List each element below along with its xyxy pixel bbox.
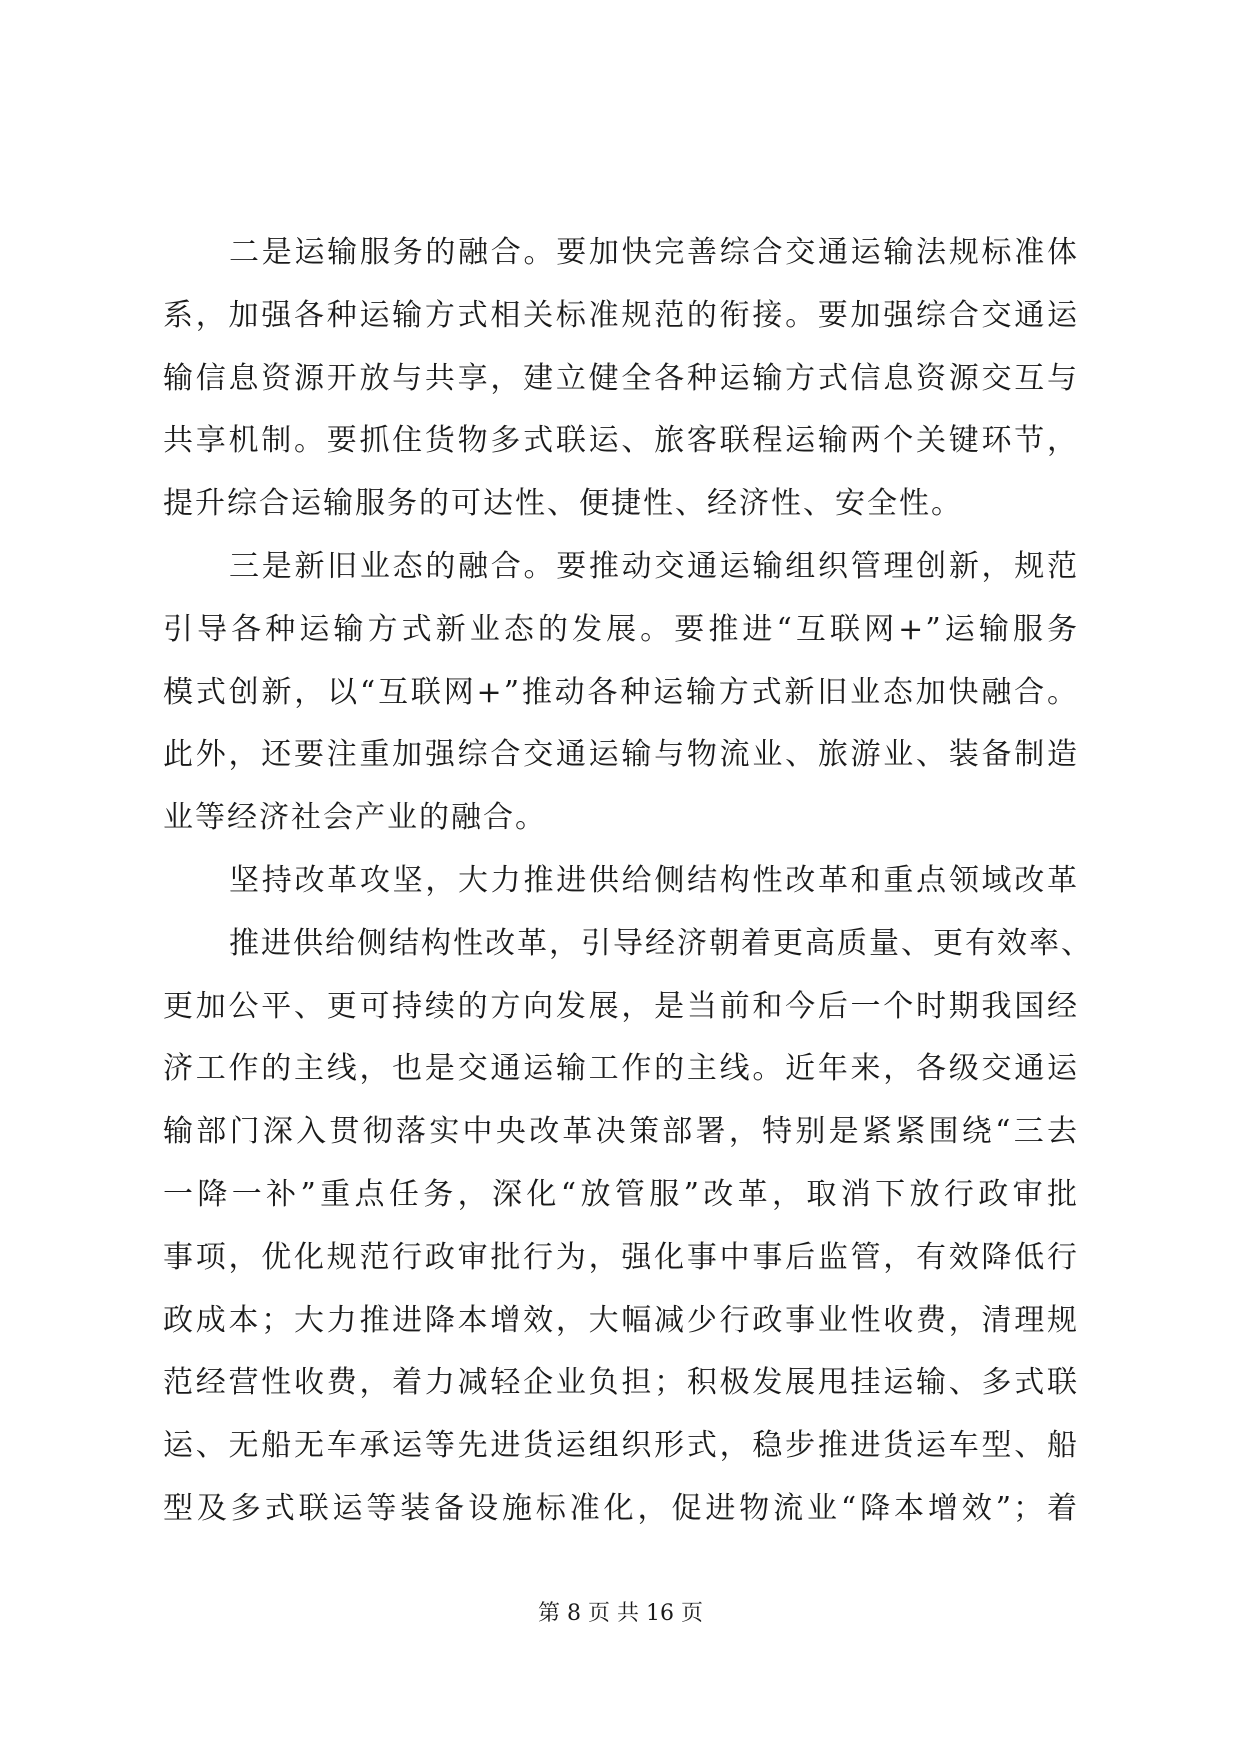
text-line: 一降一补”重点任务，深化“放管服”改革，取消下放行政审批 xyxy=(163,1176,1079,1212)
text-line: 事项，优化规范行政审批行为，强化事中事后监管，有效降低行 xyxy=(163,1239,1079,1275)
body-text xyxy=(163,222,1093,1541)
text-line: 政成本；大力推进降本增效，大幅减少行政事业性收费，清理规 xyxy=(163,1302,1079,1338)
text-line: 此外，还要注重加强综合交通运输与物流业、旅游业、装备制造 xyxy=(163,737,1079,773)
text-line: 模式创新，以“互联网+”推动各种运输方式新旧业态加快融合。 xyxy=(163,674,1079,710)
text-line: 引导各种运输方式新业态的发展。要推进“互联网+”运输服务 xyxy=(163,611,1079,647)
text-line: 济工作的主线，也是交通运输工作的主线。近年来，各级交通运 xyxy=(163,1051,1079,1087)
text-line: 系，加强各种运输方式相关标准规范的衔接。要加强综合交通运 xyxy=(163,297,1079,333)
text-line: 输信息资源开放与共享，建立健全各种运输方式信息资源交互与 xyxy=(163,360,1079,396)
page-number-footer: 第 8 页 共 16 页 xyxy=(538,1601,703,1626)
text-line: 提升综合运输服务的可达性、便捷性、经济性、安全性。 xyxy=(163,486,963,522)
text-line: 范经营性收费，着力减轻企业负担；积极发展甩挂运输、多式联 xyxy=(163,1365,1079,1401)
text-line: 业等经济社会产业的融合。 xyxy=(163,800,547,836)
text-line: 三是新旧业态的融合。要推动交通运输组织管理创新，规范 xyxy=(229,548,1079,584)
text-line: 共享机制。要抓住货物多式联运、旅客联程运输两个关键环节， xyxy=(163,423,1079,459)
text-line: 推进供给侧结构性改革，引导经济朝着更高质量、更有效率、 xyxy=(229,925,1093,961)
section-heading: 坚持改革攻坚，大力推进供给侧结构性改革和重点领域改革 xyxy=(229,862,1079,898)
text-line: 运、无船无车承运等先进货运组织形式，稳步推进货运车型、船 xyxy=(163,1428,1079,1464)
text-line: 二是运输服务的融合。要加快完善综合交通运输法规标准体 xyxy=(229,235,1079,270)
text-line: 型及多式联运等装备设施标准化，促进物流业“降本增效”；着 xyxy=(163,1490,1079,1526)
text-line: 输部门深入贯彻落实中央改革决策部署，特别是紧紧围绕“三去 xyxy=(163,1114,1079,1150)
text-line: 更加公平、更可持续的方向发展，是当前和今后一个时期我国经 xyxy=(163,988,1079,1024)
